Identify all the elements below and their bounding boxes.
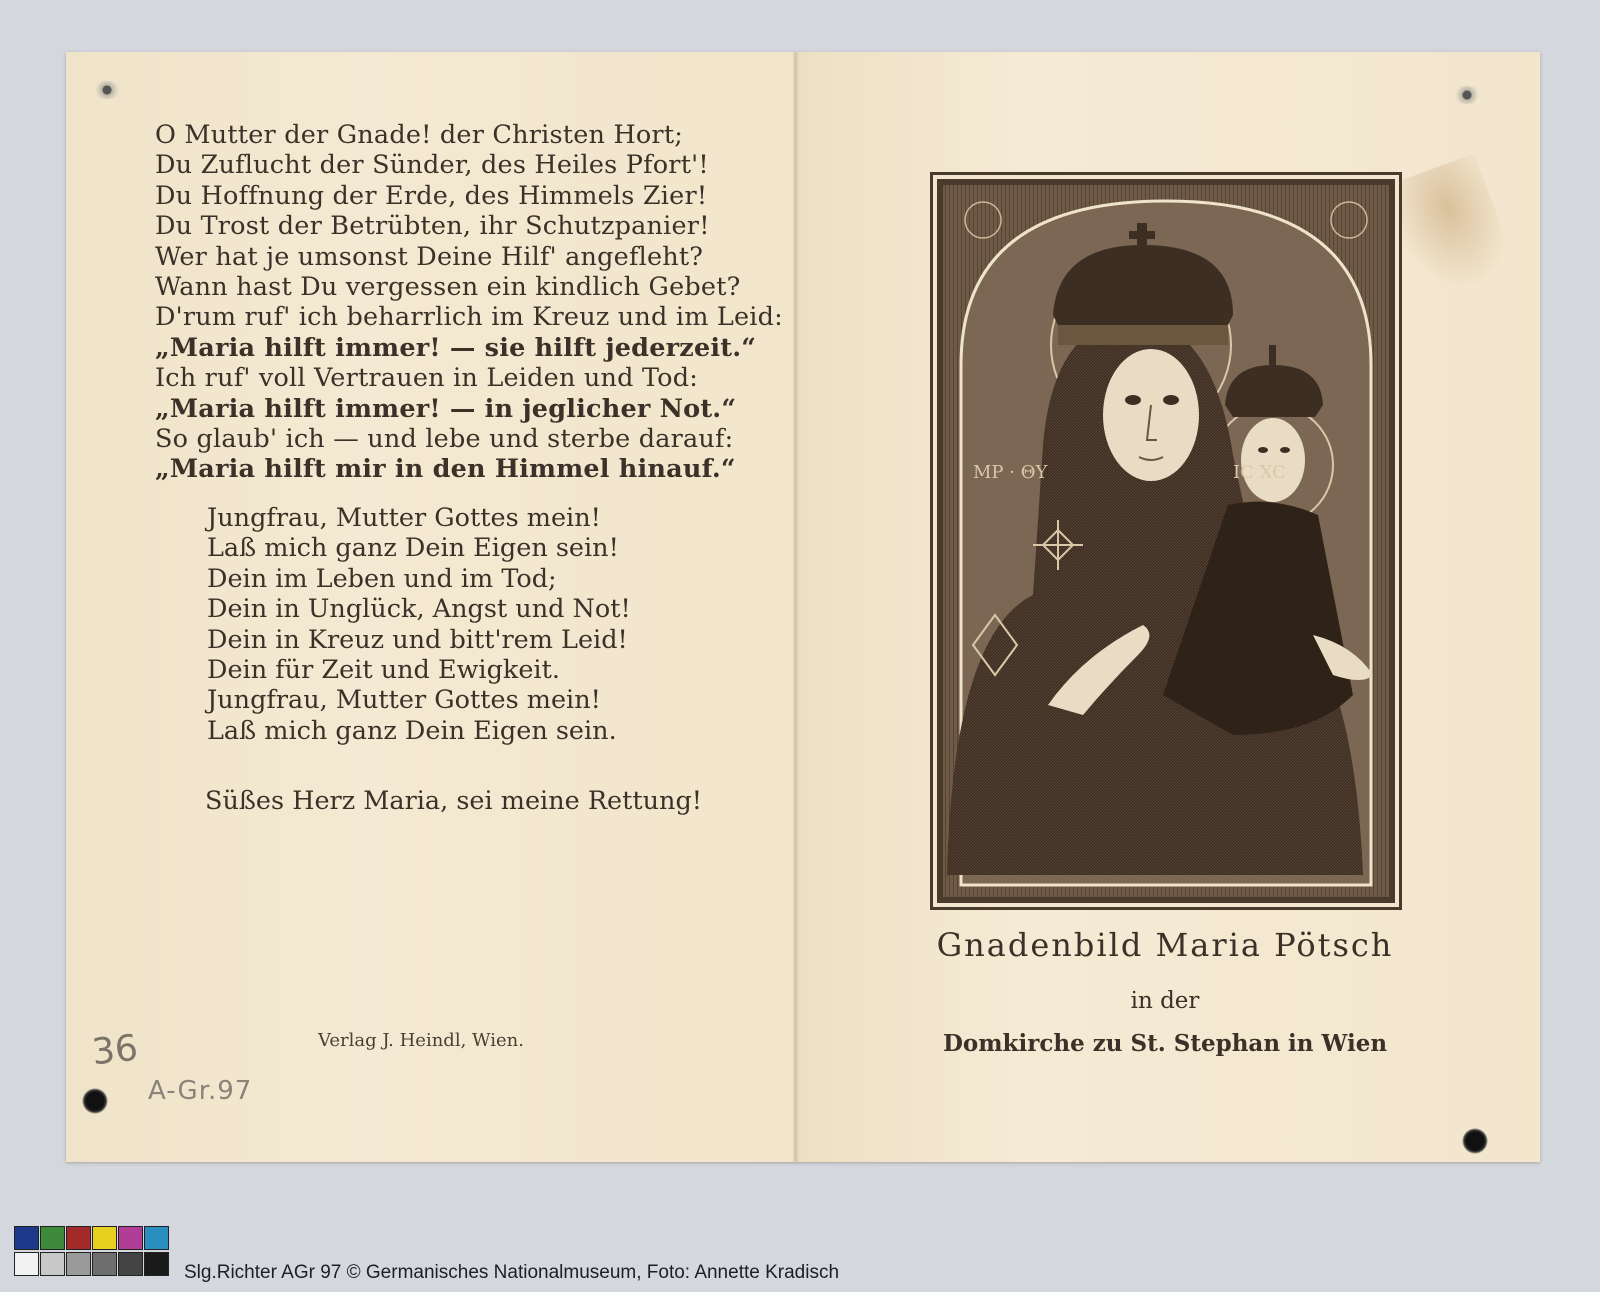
handwritten-inventory: A-Gr.97 xyxy=(148,1076,253,1106)
stanza2-line: Dein im Leben und im Tod; xyxy=(207,563,557,594)
color-calibration-chart xyxy=(14,1226,172,1278)
stanza2-line: Laß mich ganz Dein Eigen sein. xyxy=(207,715,617,746)
color-swatch xyxy=(66,1226,91,1250)
poem-line: Du Trost der Betrübten, ihr Schutzpanier! xyxy=(155,211,710,242)
caption-title: Gnadenbild Maria Pötsch xyxy=(936,926,1394,964)
gray-swatch xyxy=(92,1252,117,1276)
gray-swatch xyxy=(66,1252,91,1276)
poem-line: Du Hoffnung der Erde, des Himmels Zier! xyxy=(155,180,708,211)
color-swatch xyxy=(92,1226,117,1250)
stanza2-line: Dein in Unglück, Angst und Not! xyxy=(207,594,631,625)
color-swatch xyxy=(144,1226,169,1250)
punch-hole-top-right xyxy=(1452,86,1482,104)
poem-line: „Maria hilft immer! — sie hilft jederzeit.“ xyxy=(155,332,757,363)
punch-hole-bottom-right xyxy=(1462,1128,1488,1154)
stanza2-line: Dein in Kreuz und bitt'rem Leid! xyxy=(207,624,628,655)
prayer-stanza-2 xyxy=(207,503,631,746)
card-fold xyxy=(792,52,800,1162)
punch-hole-bottom-left xyxy=(82,1088,108,1114)
inscription-mp-theou: MP · ΘΥ xyxy=(973,462,1048,483)
caption-sub: in der xyxy=(1130,988,1200,1014)
color-swatch xyxy=(40,1226,65,1250)
poem-line: Wann hast Du vergessen ein kindlich Gebet? xyxy=(155,272,741,303)
inscription-ic-xc: IC XC xyxy=(1233,462,1286,483)
prayer-stanza-1 xyxy=(155,120,783,485)
color-swatch xyxy=(14,1226,39,1250)
gray-swatch xyxy=(118,1252,143,1276)
publisher-imprint: Verlag J. Heindl, Wien. xyxy=(318,1030,524,1051)
madonna-and-child-image xyxy=(933,175,1399,907)
poem-line: So glaub' ich — und lebe und sterbe darauf: xyxy=(155,424,734,455)
stanza2-line: Jungfrau, Mutter Gottes mein! xyxy=(207,503,601,533)
poem-line: Ich ruf' voll Vertrauen in Leiden und Tod: xyxy=(155,363,699,394)
poem-line: D'rum ruf' ich beharrlich im Kreuz und im Leid: xyxy=(155,302,783,333)
gray-swatch xyxy=(40,1252,65,1276)
poem-line: Du Zuflucht der Sünder, des Heiles Pfort'! xyxy=(155,150,709,181)
handwritten-number: 36 xyxy=(89,1027,140,1074)
poem-line: Wer hat je umsonst Deine Hilf' angefleht? xyxy=(155,241,704,272)
color-swatch xyxy=(118,1226,143,1250)
gray-swatch xyxy=(14,1252,39,1276)
stanza2-line: Jungfrau, Mutter Gottes mein! xyxy=(207,685,601,716)
stanza2-line: Laß mich ganz Dein Eigen sein! xyxy=(207,533,619,564)
poem-line: O Mutter der Gnade! der Christen Hort; xyxy=(155,120,684,150)
madonna-engraving xyxy=(930,172,1402,910)
stanza2-line: Dein für Zeit und Ewigkeit. xyxy=(207,655,560,686)
caption-place: Domkirche zu St. Stephan in Wien xyxy=(942,1030,1388,1057)
punch-hole-top-left xyxy=(92,81,122,99)
photo-credit: Slg.Richter AGr 97 © Germanisches Nationalmuseum, Foto: Annette Kradisch xyxy=(184,1262,840,1283)
gray-swatch xyxy=(144,1252,169,1276)
poem-line: „Maria hilft immer! — in jeglicher Not.“ xyxy=(155,393,737,424)
poem-line: „Maria hilft mir in den Himmel hinauf.“ xyxy=(155,454,736,485)
closing-invocation: Süßes Herz Maria, sei meine Rettung! xyxy=(205,786,703,816)
